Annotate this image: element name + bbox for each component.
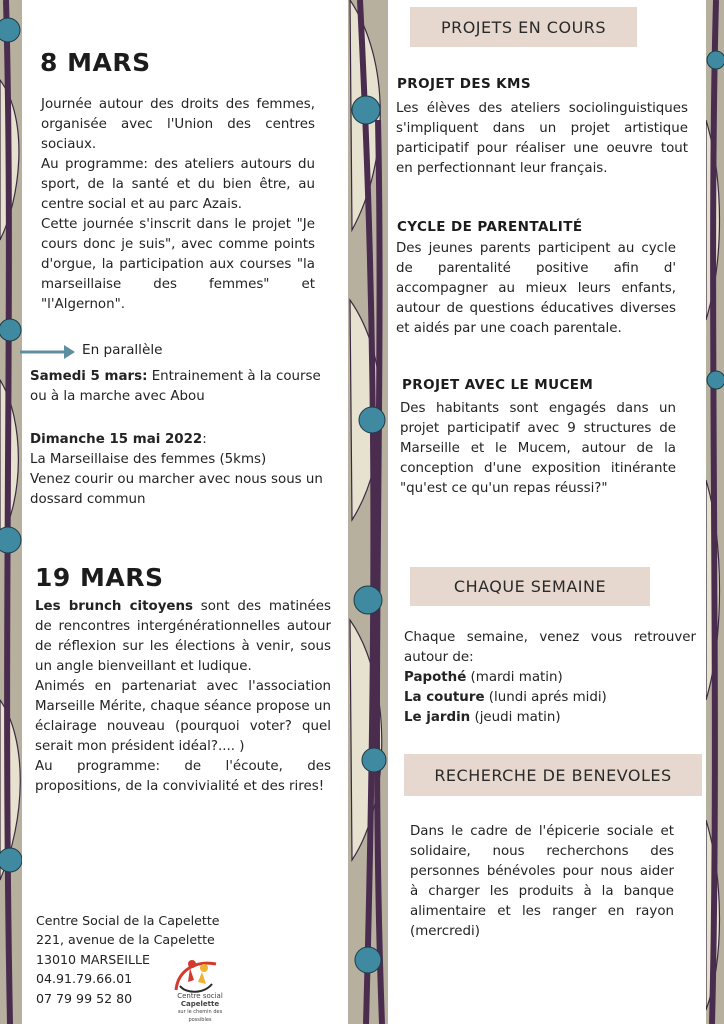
weekly-header: CHAQUE SEMAINE (410, 567, 650, 606)
weekly-item-couture (404, 688, 696, 708)
march8-paragraph-3: Cette journée s'inscrit dans le projet "Je cours donc je suis", avec comme points d'orgue, la participation aux courses "la marseillaise des femmes" et "l'Algernon". (41, 217, 315, 312)
march19-paragraph-2: Animés en partenariat avec l'association Marseille Mérite, chaque séance propose un éclairage nouveau (pourquoi voter? quel serait mon président idéal?.... ) (35, 679, 331, 754)
weekly-item-papothe (404, 668, 696, 688)
saturday-text: Entrainement à la course ou à la marche avec Abou (30, 369, 321, 404)
weekly-list (404, 668, 696, 728)
footer-line-5: 07 79 99 52 80 (36, 990, 133, 1006)
kms-title: PROJET DES KMS (397, 76, 531, 92)
brunch-bold: Les brunch citoyens (35, 599, 194, 614)
weekly-item-2-bold: La couture (404, 690, 485, 705)
logo-text (174, 992, 226, 1024)
logo-line-1: Centre social (177, 992, 223, 1000)
weekly-item-3-bold: Le jardin (404, 710, 471, 725)
weekly-intro: Chaque semaine, venez vous retrouver autour de: (404, 630, 696, 665)
march8-paragraph-1: Journée autour des droits des femmes, organisée avec l'Union des centres sociaux. (41, 97, 315, 152)
sunday-date: Dimanche 15 mai 2022 (30, 432, 203, 447)
march19-title: 19 MARS (35, 563, 164, 592)
weekly-item-1-text: (mardi matin) (466, 670, 563, 685)
sunday-event (30, 430, 330, 510)
sunday-line-1: La Marseillaise des femmes (5kms) (30, 452, 267, 467)
weekly-item-3-text: (jeudi matin) (470, 710, 561, 725)
saturday-date: Samedi 5 mars: (30, 369, 148, 384)
weekly-item-2-text: (lundi aprés midi) (484, 690, 607, 705)
volunteers-text: Dans le cadre de l'épicerie sociale et solidaire, nous recherchons des personnes bénévoles pour nous aider à charger les produits à la banque alimentaire et les ranger en rayon (mercredi) (410, 824, 674, 939)
mucem-text: Des habitants sont engagés dans un projet participatif avec 9 structures de Marseille et le Mucem, autour de la conception d'une exposition itinérante "qu'est ce qu'un repas réussi?" (400, 401, 676, 496)
projects-header: PROJETS EN COURS (410, 7, 637, 47)
march8-text (41, 95, 315, 315)
parallel-label: En parallèle (82, 342, 163, 358)
sunday-line-2: Venez courir ou marcher avec nous sous un dossard commun (30, 472, 323, 507)
footer-line-1: Centre Social de la Capelette (36, 913, 220, 928)
march19-text (35, 597, 331, 797)
sunday-colon: : (202, 432, 207, 447)
brunch-text: sont des matinées de rencontres intergénérationnelles autour de réflexion sur les élections à venir, sous un angle bienveillant et ludique. (35, 599, 331, 674)
weekly-item-jardin (404, 708, 696, 728)
parentality-title: CYCLE DE PARENTALITÉ (397, 219, 583, 235)
mucem-title: PROJET AVEC LE MUCEM (402, 377, 594, 393)
march19-paragraph-3: Au programme: de l'écoute, des propositions, de la convivialité et des rires! (35, 759, 331, 794)
march8-paragraph-2: Au programme: des ateliers autours du sport, de la santé et du bien être, au centre social et au parc Azais. (41, 157, 315, 212)
footer-line-3: 13010 MARSEILLE (36, 951, 150, 967)
logo-line-3: sur le chemin des possibles (177, 1009, 223, 1023)
footer-line-2: 221, avenue de la Capelette (36, 932, 215, 948)
footer-line-4: 04.91.79.66.01 (36, 971, 133, 987)
logo-line-2: Capelette (180, 1000, 220, 1008)
march8-title: 8 MARS (40, 48, 151, 77)
volunteers-header: RECHERCHE DE BENEVOLES (404, 754, 702, 796)
saturday-event (30, 367, 330, 407)
kms-text: Les élèves des ateliers sociolinguistiques s'impliquent dans un projet artistique participatif pour réaliser une oeuvre tout en perfectionnant leur français. (396, 101, 688, 176)
parentality-text: Des jeunes parents participent au cycle de parentalité positive afin d' accompagner au mieux leurs enfants, autour de questions éducatives diverses et aidés par une coach parentale. (396, 241, 676, 336)
weekly-item-1-bold: Papothé (404, 670, 467, 685)
arrow-right-icon (20, 344, 76, 360)
